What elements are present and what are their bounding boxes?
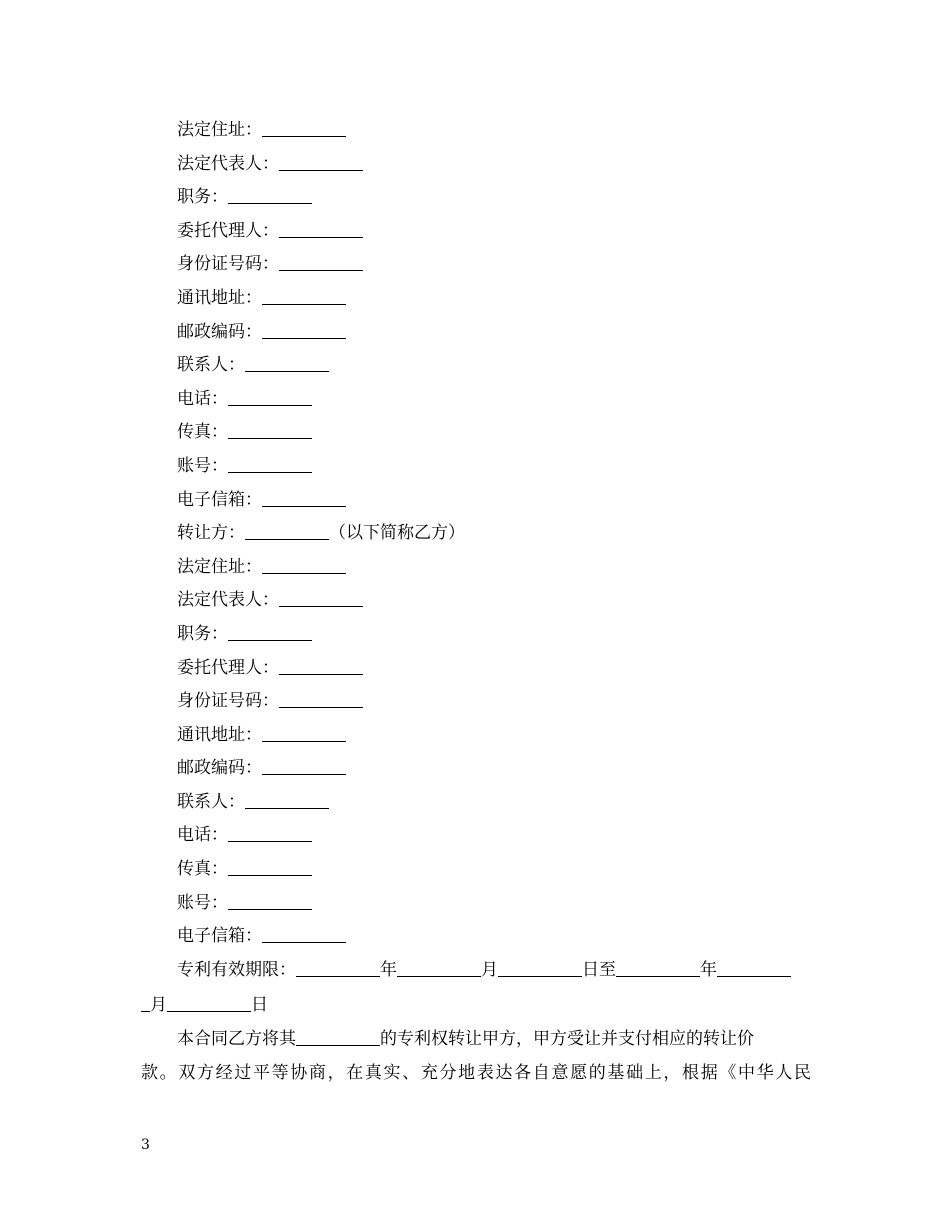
party-a-field-label: 法定代表人：	[177, 153, 279, 174]
party-b-field-row	[177, 719, 791, 753]
party-b-field-label: 职务：	[177, 623, 228, 644]
party-b-field-label: 委托代理人：	[177, 657, 279, 678]
party-a-field-label: 身份证号码：	[177, 254, 279, 275]
party-a-field-blank[interactable]	[279, 216, 363, 238]
transferor-suffix: （以下简称乙方）	[329, 523, 465, 544]
party-b-field-blank[interactable]	[228, 888, 312, 910]
party-a-field-row	[177, 383, 791, 417]
paragraph-part2: 的专利权转让甲方，甲方受让并支付相应的转让价	[380, 1029, 754, 1049]
party-a-field-row	[177, 181, 791, 215]
party-a-field-row	[177, 248, 791, 282]
end-month-blank-part1[interactable]	[717, 955, 791, 977]
end-day-blank[interactable]	[167, 990, 251, 1012]
end-year-blank[interactable]	[616, 955, 700, 977]
party-b-field-blank[interactable]	[262, 552, 346, 574]
party-b-field-label: 邮政编码：	[177, 758, 262, 779]
party-b-field-blank[interactable]	[228, 820, 312, 842]
month-unit-1: 月	[481, 959, 498, 980]
start-day-blank[interactable]	[498, 955, 582, 977]
party-a-field-blank[interactable]	[262, 317, 346, 339]
party-b-field-blank[interactable]	[262, 720, 346, 742]
paragraph-part1: 本合同乙方将其	[177, 1029, 296, 1049]
party-a-field-blank[interactable]	[228, 417, 312, 439]
party-b-field-label: 电子信箱：	[177, 926, 262, 947]
validity-line-1	[177, 954, 791, 988]
party-a-field-blank[interactable]	[228, 451, 312, 473]
party-b-field-blank[interactable]	[279, 653, 363, 675]
party-b-fields	[177, 551, 791, 954]
start-month-blank[interactable]	[397, 955, 481, 977]
party-a-field-label: 联系人：	[177, 355, 245, 376]
transferor-line	[177, 517, 791, 551]
party-b-field-blank[interactable]	[228, 854, 312, 876]
party-b-field-label: 通讯地址：	[177, 724, 262, 745]
party-b-field-row	[177, 584, 791, 618]
party-b-field-row	[177, 819, 791, 853]
party-a-field-row	[177, 282, 791, 316]
party-a-field-row	[177, 349, 791, 383]
party-b-field-label: 身份证号码：	[177, 691, 279, 712]
party-b-field-label: 电话：	[177, 825, 228, 846]
validity-line-2	[141, 989, 811, 1023]
party-b-field-row	[177, 920, 791, 954]
party-a-field-row	[177, 148, 791, 182]
party-b-field-label: 法定代表人：	[177, 590, 279, 611]
party-b-field-row	[177, 887, 791, 921]
party-b-field-row	[177, 685, 791, 719]
party-a-field-row	[177, 416, 791, 450]
party-a-field-row	[177, 215, 791, 249]
party-a-field-blank[interactable]	[245, 350, 329, 372]
body-paragraph	[141, 1023, 811, 1090]
party-a-field-label: 电子信箱：	[177, 489, 262, 510]
party-a-field-label: 法定住址：	[177, 120, 262, 140]
party-b-field-blank[interactable]	[228, 619, 312, 641]
transferor-label: 转让方：	[177, 523, 245, 544]
party-a-field-blank[interactable]	[262, 115, 346, 137]
party-a-field-label: 传真：	[177, 422, 228, 443]
party-a-field-row	[177, 484, 791, 518]
party-b-field-label: 传真：	[177, 859, 228, 880]
year-unit-1: 年	[380, 959, 397, 980]
party-a-field-blank[interactable]	[279, 249, 363, 271]
month-unit-2: 月	[150, 995, 167, 1015]
year-unit-2: 年	[700, 959, 717, 980]
party-a-field-label: 电话：	[177, 388, 228, 409]
contract-fields	[177, 114, 791, 987]
patent-name-blank[interactable]	[296, 1024, 380, 1046]
party-b-field-blank[interactable]	[279, 585, 363, 607]
party-a-field-row	[177, 316, 791, 350]
party-b-field-label: 账号：	[177, 892, 228, 913]
party-b-field-row	[177, 853, 791, 887]
party-a-fields	[177, 114, 791, 517]
party-b-field-row	[177, 618, 791, 652]
day-unit-1: 日至	[582, 959, 616, 980]
page-number: 3	[141, 1137, 150, 1153]
start-year-blank[interactable]	[296, 955, 380, 977]
party-b-field-row	[177, 786, 791, 820]
party-a-field-label: 邮政编码：	[177, 321, 262, 342]
transferor-blank[interactable]	[245, 518, 329, 540]
validity-label: 专利有效期限：	[177, 959, 296, 980]
party-b-field-row	[177, 551, 791, 585]
party-a-field-label: 账号：	[177, 455, 228, 476]
party-b-field-blank[interactable]	[262, 921, 346, 943]
party-b-field-blank[interactable]	[279, 686, 363, 708]
party-a-field-row	[177, 450, 791, 484]
end-month-blank-part2[interactable]	[141, 990, 150, 1012]
party-b-field-row	[177, 752, 791, 786]
party-b-field-blank[interactable]	[245, 787, 329, 809]
party-a-field-blank[interactable]	[262, 283, 346, 305]
party-b-field-blank[interactable]	[262, 753, 346, 775]
party-a-field-blank[interactable]	[279, 149, 363, 171]
party-a-field-label: 职务：	[177, 187, 228, 208]
party-b-field-label: 法定住址：	[177, 556, 262, 577]
party-a-field-label: 委托代理人：	[177, 220, 279, 241]
party-a-field-blank[interactable]	[262, 485, 346, 507]
party-b-field-row	[177, 652, 791, 686]
party-a-field-label: 通讯地址：	[177, 287, 262, 308]
party-b-field-label: 联系人：	[177, 791, 245, 812]
party-a-field-blank[interactable]	[228, 182, 312, 204]
paragraph-line2: 款。双方经过平等协商，在真实、充分地表达各自意愿的基础上，根据《中华人民	[141, 1062, 811, 1083]
party-a-field-blank[interactable]	[228, 384, 312, 406]
day-unit-2: 日	[251, 995, 268, 1015]
party-a-field-row	[177, 114, 791, 148]
